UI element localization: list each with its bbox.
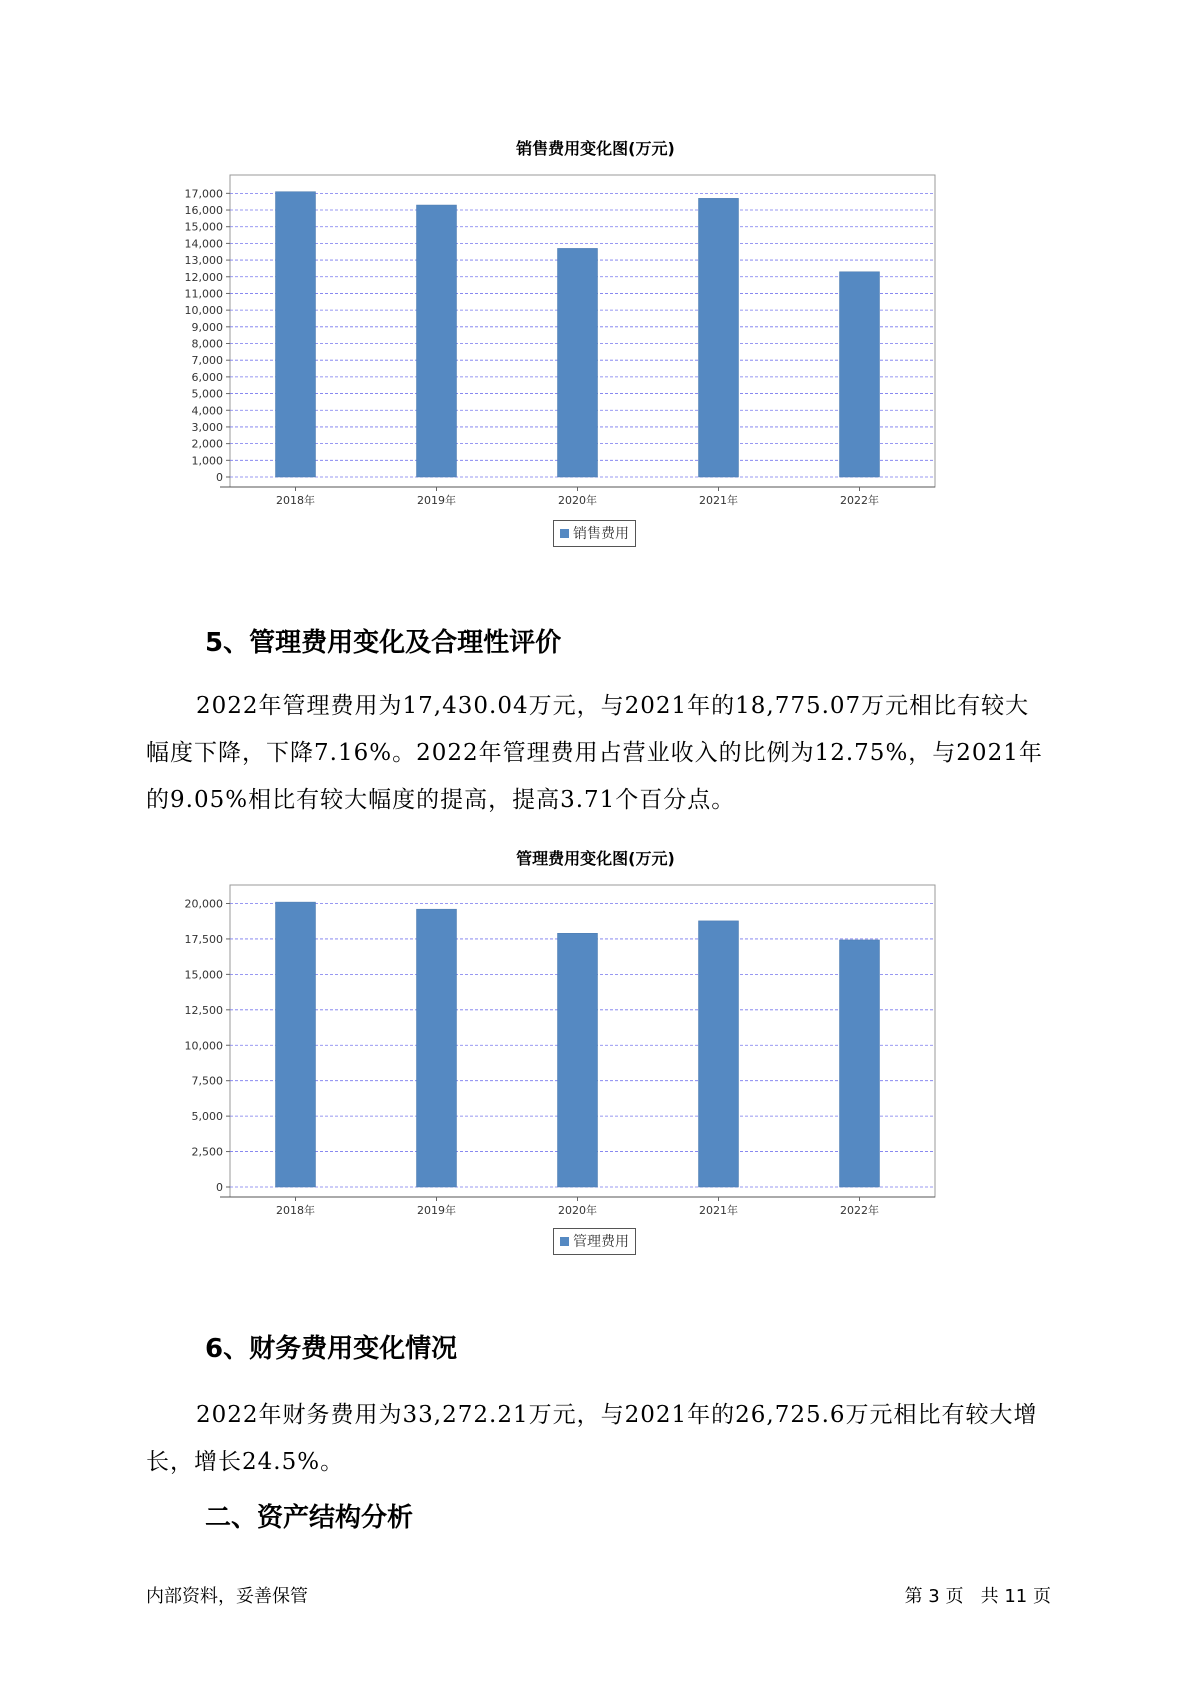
y-tick-label: 15,000 [184,220,223,234]
bar [840,940,880,1187]
x-tick-label: 2022年 [840,1204,879,1217]
bar [417,909,457,1187]
y-tick-label: 11,000 [184,287,223,301]
x-tick-label: 2018年 [276,494,315,507]
y-tick-label: 0 [216,1181,223,1194]
legend-label: 管理费用 [573,1234,629,1250]
admin-expense-paragraph: 2022年管理费用为17,430.04万元，与2021年的18,775.07万元相比有较大幅度下降，下降7.16%。2022年管理费用占营业收入的比例为12.75%，与2021年的9.05%相比有较大幅度的提高，提高3.71个百分点。 [146,693,1043,813]
y-tick-label: 7,000 [191,354,223,368]
y-tick-label: 2,000 [191,437,223,451]
bar [417,205,457,477]
y-tick-label: 20,000 [184,897,223,911]
legend-label: 销售费用 [573,526,629,542]
bar [699,198,739,477]
x-tick-label: 2021年 [699,494,738,507]
x-tick-label: 2020年 [558,1204,597,1217]
bar [276,902,316,1187]
bar [276,192,316,477]
footer-confidential: 内部资料，妥善保管 [146,1586,308,1607]
sales-expense-chart [150,165,950,507]
x-tick-label: 2021年 [699,1204,738,1217]
x-tick-label: 2020年 [558,494,597,507]
bar [558,248,598,477]
y-tick-label: 8,000 [191,337,223,351]
bar [558,933,598,1187]
y-tick-label: 5,000 [191,387,223,401]
y-tick-label: 5,000 [191,1110,223,1124]
y-tick-label: 2,500 [191,1145,223,1159]
y-tick-label: 7,500 [191,1074,223,1088]
y-tick-label: 0 [216,471,223,484]
y-tick-label: 16,000 [184,204,223,218]
y-tick-label: 17,000 [184,187,223,201]
y-tick-label: 12,000 [184,270,223,284]
admin-expense-chart-title: 管理费用变化图(万元) [516,849,675,868]
x-tick-label: 2022年 [840,494,879,507]
y-tick-label: 13,000 [184,254,223,268]
y-tick-label: 3,000 [191,420,223,434]
footer-page-number: 第 3 页 共 11 页 [904,1586,1051,1607]
finance-expense-paragraph: 2022年财务费用为33,272.21万元，与2021年的26,725.6万元相比有较大增长，增长24.5%。 [146,1402,1038,1475]
y-tick-label: 6,000 [191,370,223,384]
legend-swatch [560,529,569,538]
y-tick-label: 4,000 [191,404,223,418]
finance-expense-heading: 6、财务费用变化情况 [205,1334,458,1364]
admin-expense-legend [553,1228,636,1255]
y-tick-label: 9,000 [191,320,223,334]
y-tick-label: 10,000 [184,1039,223,1053]
y-tick-label: 15,000 [184,968,223,982]
y-tick-label: 17,500 [184,932,223,946]
y-tick-label: 1,000 [191,454,223,468]
sales-expense-legend [553,520,636,547]
y-tick-label: 10,000 [184,304,223,318]
y-tick-label: 14,000 [184,237,223,251]
y-tick-label: 12,500 [184,1003,223,1017]
x-tick-label: 2018年 [276,1204,315,1217]
asset-structure-heading: 二、资产结构分析 [205,1503,414,1533]
bar [699,921,739,1187]
sales-expense-chart-title: 销售费用变化图(万元) [516,139,675,158]
legend-swatch [560,1237,569,1246]
admin-expense-heading: 5、管理费用变化及合理性评价 [205,628,562,658]
x-tick-label: 2019年 [417,494,456,507]
bar [840,272,880,477]
x-tick-label: 2019年 [417,1204,456,1217]
admin-expense-chart [150,875,950,1217]
